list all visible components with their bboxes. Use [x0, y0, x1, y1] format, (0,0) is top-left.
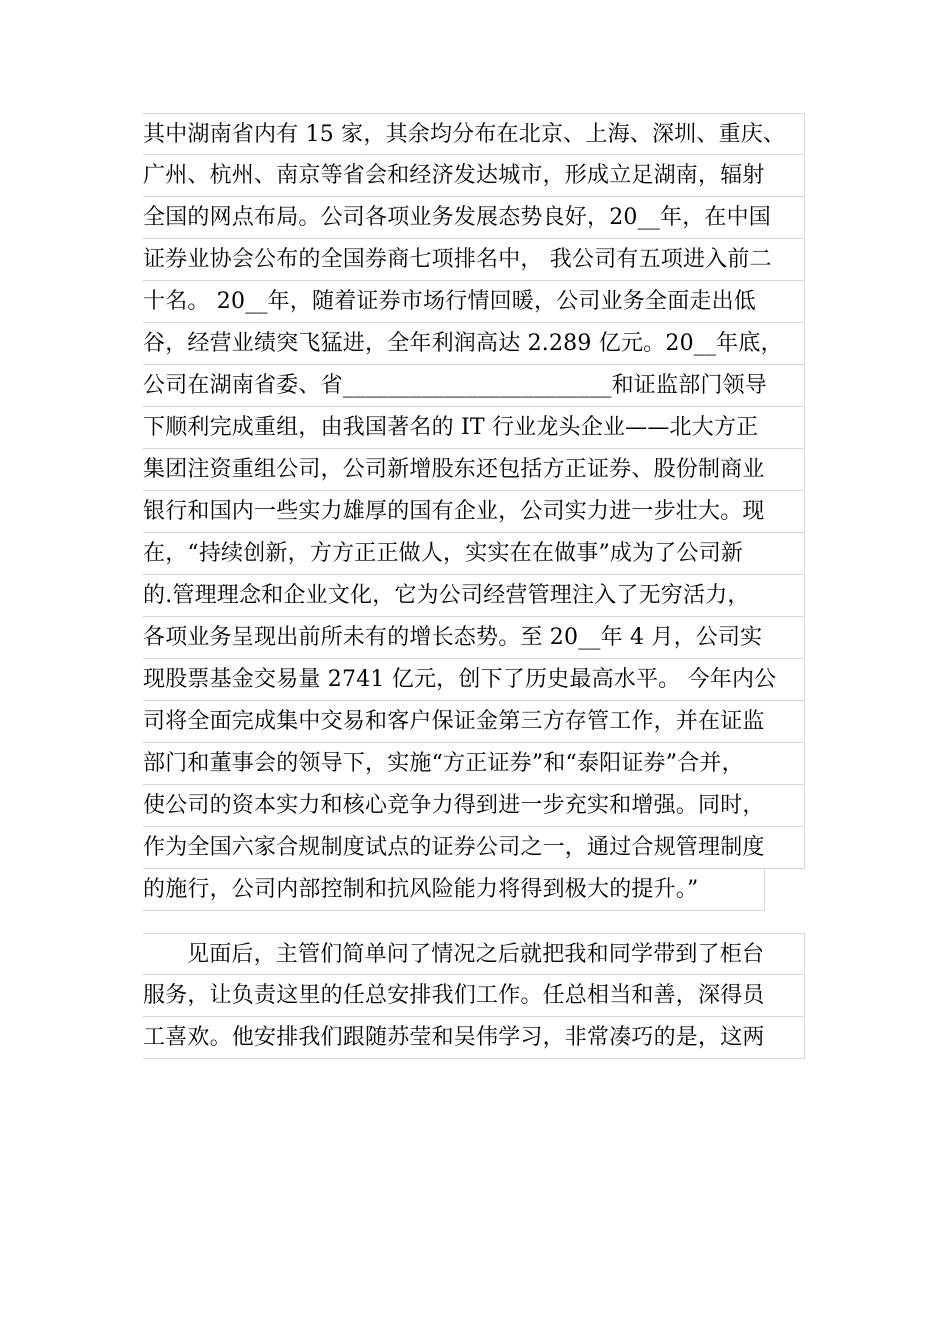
text-line: 的施行，公司内部控制和抗风险能力将得到极大的提升。”: [143, 869, 765, 911]
text-line: 部门和董事会的领导下，实施“方正证券”和“泰阳证券”合并，: [143, 743, 805, 785]
text-line: 谷，经营业绩突飞猛进，全年利润高达 2.289 亿元。20__年底，: [143, 323, 805, 365]
text-line: 作为全国六家合规制度试点的证券公司之一，通过合规管理制度: [143, 827, 805, 869]
text-line: 司将全面完成集中交易和客户保证金第三方存管工作，并在证监: [143, 701, 805, 743]
text-line: 证券业协会公布的全国券商七项排名中， 我公司有五项进入前二: [143, 239, 805, 281]
text-line: 银行和国内一些实力雄厚的国有企业，公司实力进一步壮大。现: [143, 491, 805, 533]
text-line: 公司在湖南省委、省________________________和证监部门领导: [143, 365, 805, 407]
text-line: 下顺利完成重组，由我国著名的 IT 行业龙头企业——北大方正: [143, 407, 805, 449]
text-line: 现股票基金交易量 2741 亿元，创下了历史最高水平。 今年内公: [143, 659, 805, 701]
text-line: 在，“持续创新，方方正正做人，实实在在做事”成为了公司新: [143, 533, 805, 575]
text-line: 工喜欢。他安排我们跟随苏莹和吴伟学习，非常凑巧的是，这两: [143, 1017, 805, 1059]
text-line: 各项业务呈现出前所未有的增长态势。至 20__年 4 月，公司实: [143, 617, 805, 659]
text-line: 十名。 20__年，随着证券市场行情回暖，公司业务全面走出低: [143, 281, 805, 323]
text-line: 其中湖南省内有 15 家，其余均分布在北京、上海、深圳、重庆、: [143, 113, 805, 155]
text-line: 广州、杭州、南京等省会和经济发达城市，形成立足湖南，辐射: [143, 155, 805, 197]
text-line: 全国的网点布局。公司各项业务发展态势良好，20__年，在中国: [143, 197, 805, 239]
text-line: 集团注资重组公司，公司新增股东还包括方正证券、股份制商业: [143, 449, 805, 491]
text-line: 使公司的资本实力和核心竞争力得到进一步充实和增强。同时，: [143, 785, 805, 827]
text-line: 的.管理理念和企业文化，它为公司经营管理注入了无穷活力，: [143, 575, 805, 617]
text-line: 服务，让负责这里的任总安排我们工作。任总相当和善，深得员: [143, 975, 805, 1017]
text-line: 见面后，主管们简单问了情况之后就把我和同学带到了柜台: [143, 933, 805, 975]
